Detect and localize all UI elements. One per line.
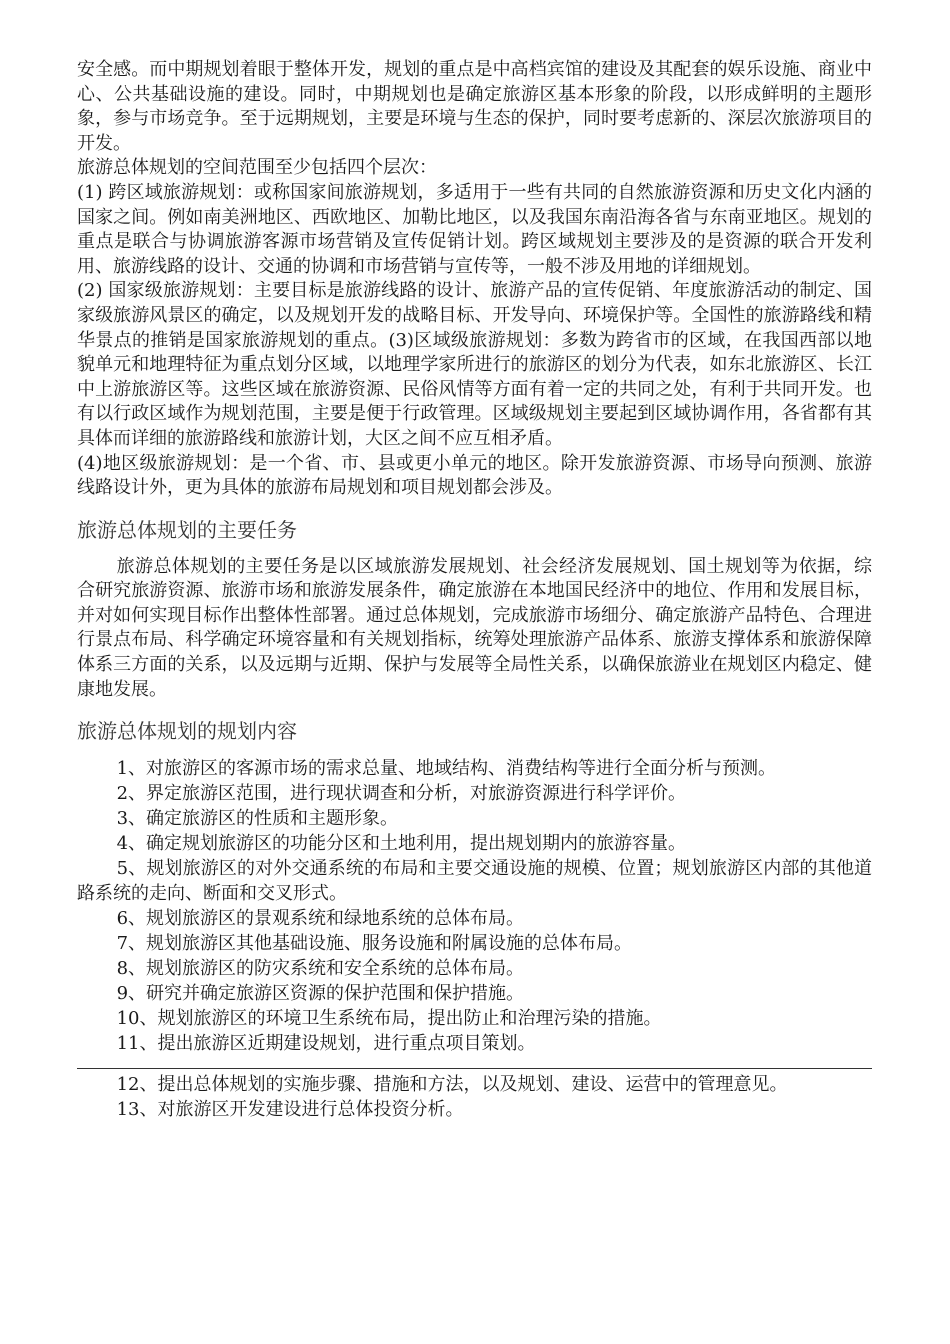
- planning-contents-list: [77, 756, 872, 1056]
- list-item: 10、规划旅游区的环境卫生系统布局，提出防止和治理污染的措施。: [116, 1008, 662, 1030]
- section-heading-planning-contents: 旅游总体规划的规划内容: [77, 719, 297, 744]
- list-item: 11、提出旅游区近期建设规划，进行重点项目策划。: [116, 1033, 536, 1055]
- paragraph-planning-phases: 安全感。而中期规划着眼于整体开发，规划的重点是中高档宾馆的建设及其配套的娱乐设施、商业中心、公共基础设施的建设。同时，中期规划也是确定旅游区基本形象的阶段，以形成鲜明的主题形象，参与市场竞争。至于远期规划，主要是环境与生态的保护，同时要考虑新的、深层次旅游项目的开发。: [77, 59, 872, 154]
- list-item: 6、规划旅游区的景观系统和绿地系统的总体布局。: [116, 908, 525, 930]
- paragraph-spatial-scope-intro: 旅游总体规划的空间范围至少包括四个层次：: [77, 157, 437, 179]
- paragraph-cross-region-planning: (1) 跨区域旅游规划：或称国家间旅游规划，多适用于一些有共同的自然旅游资源和历史文化内涵的国家之间。例如南美洲地区、西欧地区、加勒比地区，以及我国东南沿海各省与东南亚地区。规划的重点是联合与协调旅游客源市场营销及宣传促销计划。跨区域规划主要涉及的是资源的联合开发利用、旅游线路的设计、交通的协调和市场营销与宣传等，一般不涉及用地的详细规划。: [77, 181, 872, 277]
- document-page: [77, 58, 872, 1122]
- list-item: 4、确定规划旅游区的功能分区和土地利用，提出规划期内的旅游容量。: [116, 833, 687, 855]
- list-item: 1、对旅游区的客源市场的需求总量、地域结构、消费结构等进行全面分析与预测。: [116, 758, 777, 780]
- paragraph-main-tasks: 旅游总体规划的主要任务是以区域旅游发展规划、社会经济发展规划、国土规划等为依据，综合研究旅游资源、旅游市场和旅游发展条件，确定旅游在本地国民经济中的地位、作用和发展目标，并对如何实现目标作出整体性部署。通过总体规划，完成旅游市场细分、确定旅游产品特色、合理进行景点布局、科学确定环境容量和有关规划指标，统筹处理旅游产品体系、旅游支撑体系和旅游保障体系三方面的关系，以及远期与近期、保护与发展等全局性关系，以确保旅游业在规划区内稳定、健康地发展。: [77, 555, 872, 700]
- list-item: 3、确定旅游区的性质和主题形象。: [116, 808, 399, 830]
- list-item: 12、提出总体规划的实施步骤、措施和方法，以及规划、建设、运营中的管理意见。: [116, 1074, 788, 1096]
- list-item: 9、研究并确定旅游区资源的保护范围和保护措施。: [116, 983, 525, 1005]
- list-item: 5、规划旅游区的对外交通系统的布局和主要交通设施的规模、位置；规划旅游区内部的其他道路系统的走向、断面和交叉形式。: [77, 858, 872, 905]
- list-item: 2、界定旅游区范围，进行现状调查和分析，对旅游资源进行科学评价。: [116, 783, 687, 805]
- paragraph-national-regional-planning: (2) 国家级旅游规划：主要目标是旅游线路的设计、旅游产品的宣传促销、年度旅游活动的制定、国家级旅游风景区的确定，以及规划开发的战略目标、开发导向、环境保护等。全国性的旅游路线和精华景点的推销是国家旅游规划的重点。(3)区域级旅游规划：多数为跨省市的区域，在我国西部以地貌单元和地理特征为重点划分区域，以地理学家所进行的旅游区的划分为代表，如东北旅游区、长江中上游旅游区等。这些区域在旅游资源、民俗风情等方面有着一定的共同之处，有利于共同开发。也有以行政区域作为规划范围，主要是便于行政管理。区域级规划主要起到区域协调作用，各省都有其具体而详细的旅游路线和旅游计划，大区之间不应互相矛盾。: [77, 280, 872, 449]
- list-item: 13、对旅游区开发建设进行总体投资分析。: [116, 1099, 464, 1121]
- section-heading-main-tasks: 旅游总体规划的主要任务: [77, 517, 297, 542]
- planning-contents-list-continued: [77, 1072, 872, 1122]
- list-item: 8、规划旅游区的防灾系统和安全系统的总体布局。: [116, 958, 525, 980]
- page-divider: [77, 1068, 872, 1069]
- list-item: 7、规划旅游区其他基础设施、服务设施和附属设施的总体布局。: [116, 933, 633, 955]
- paragraph-local-planning: (4)地区级旅游规划：是一个省、市、县或更小单元的地区。除开发旅游资源、市场导向预测、旅游线路设计外，更为具体的旅游布局规划和项目规划都会涉及。: [77, 452, 872, 499]
